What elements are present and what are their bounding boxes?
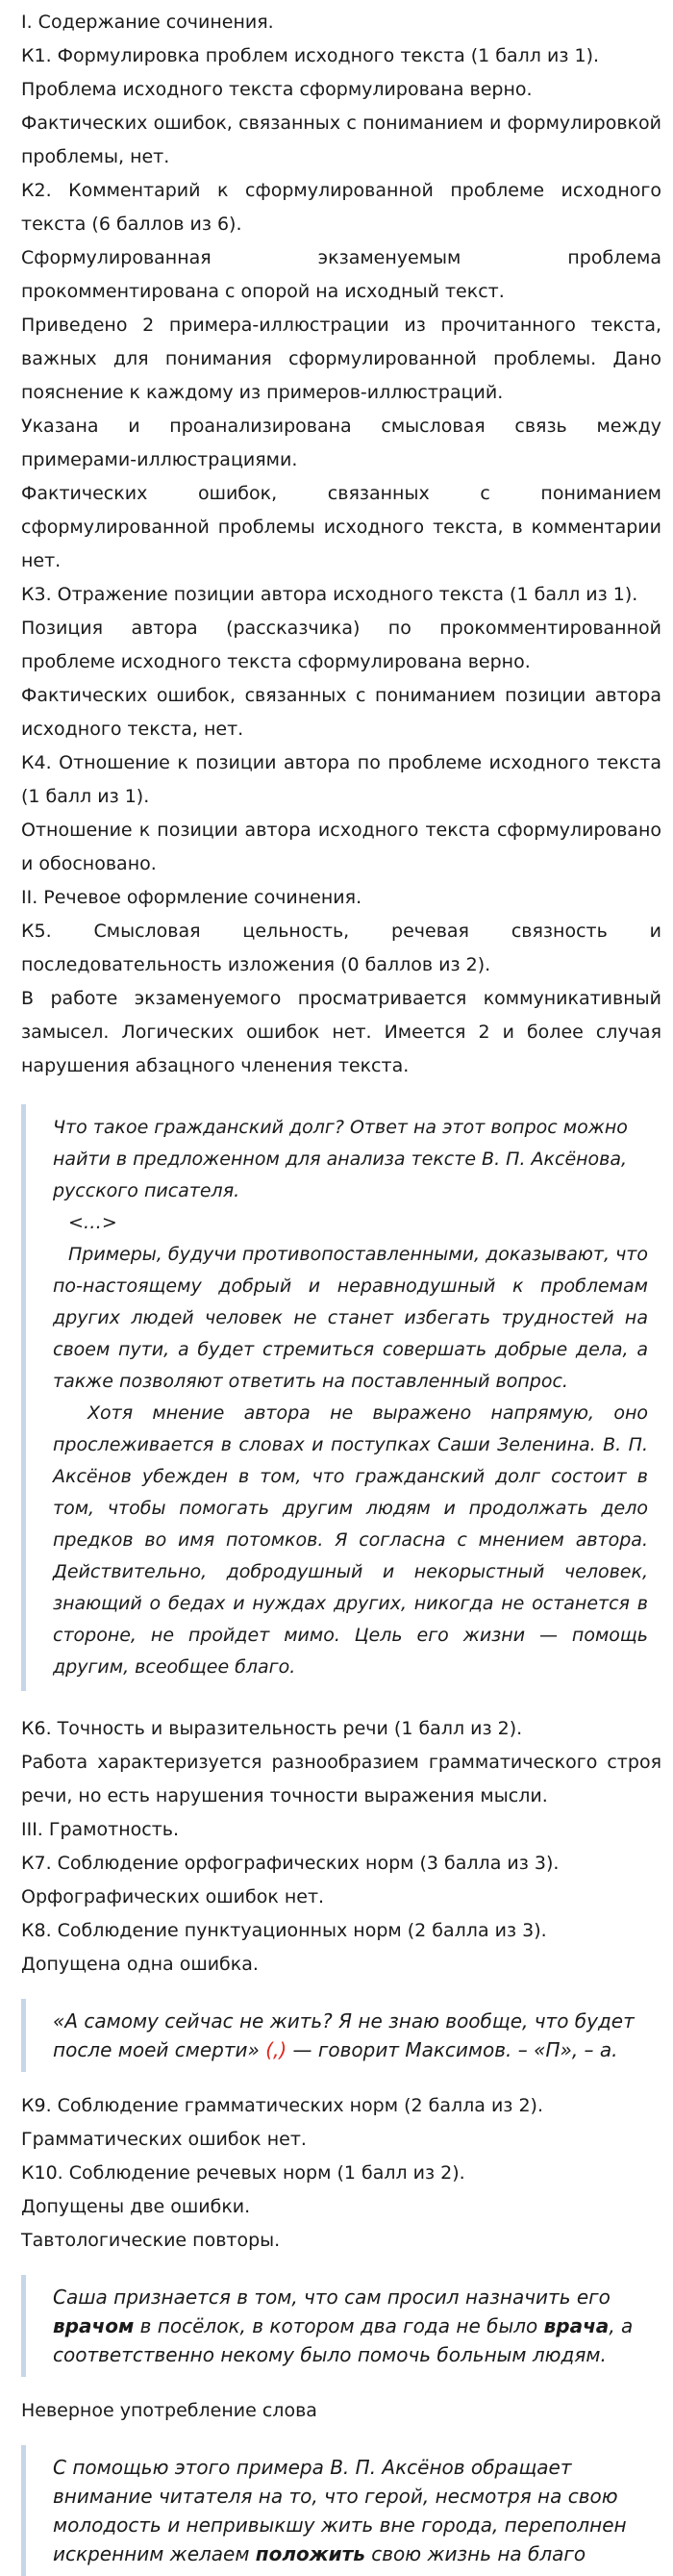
- punctuation-error-quote: [21, 1999, 661, 2072]
- paragraph: К9. Соблюдение грамматических норм (2 балла из 2).: [21, 2095, 543, 2116]
- quote-text-before: «А самому сейчас не жить? Я не знаю вообще, что будет после моей смерти»: [53, 2009, 635, 2061]
- paragraph: III. Грамотность.: [21, 1819, 180, 1840]
- paragraph: Проблема исходного текста сформулирована верно.: [21, 79, 533, 100]
- paragraph: К5. Смысловая цельность, речевая связность и последовательность изложения (0 баллов из 2).: [21, 921, 661, 975]
- quote-fragment: , а соответственно некому было помочь больным людям.: [53, 2314, 634, 2366]
- quote-paragraph: Хотя мнение автора не выражено напрямую, оно прослеживается в словах и поступках Саши Зеленина. В. П. Аксёнов убежден в том, что гражданский долг состоит в том, чтобы помогать другим людям и продолжать дело предков во имя потомков. Я согласна с мнением автора. Действительно, добродушный и некорыстный человек, знающий о бедах и нуждах других, никогда не останется в стороне, не пройдет мимо. Цель его жизни — помощь другим, всеобщее благо.: [53, 1402, 648, 1678]
- paragraph: Приведено 2 примера-иллюстрации из прочитанного текста, важных для понимания сформулированной проблемы. Дано пояснение к каждому из примеров-иллюстраций.: [21, 315, 661, 403]
- paragraph: К3. Отражение позиции автора исходного текста (1 балл из 1).: [21, 584, 638, 605]
- paragraph: Указана и проанализирована смысловая связь между примерами-иллюстрациями.: [21, 416, 661, 470]
- essay-quote-excerpt: [21, 1104, 661, 1691]
- paragraph: В работе экзаменуемого просматривается коммуникативный замысел. Логических ошибок нет. Имеется 2 и более случая нарушения абзацного членения текста.: [21, 988, 661, 1076]
- paragraph: Допущена одна ошибка.: [21, 1954, 259, 1975]
- paragraph: Тавтологические повторы.: [21, 2230, 281, 2251]
- paragraph: К10. Соблюдение речевых норм (1 балл из 2).: [21, 2162, 465, 2184]
- paragraph: К7. Соблюдение орфографических норм (3 балла из 3).: [21, 1853, 560, 1874]
- wrong-word-usage-quote: [21, 2445, 661, 2576]
- paragraph: Допущены две ошибки.: [21, 2196, 251, 2217]
- quote-text: [53, 2283, 648, 2369]
- quote-text-after: — говорит Максимов. – «П», – а.: [292, 2038, 618, 2061]
- highlighted-word: врача: [543, 2314, 610, 2337]
- paragraph: Неверное употребление слова: [21, 2400, 317, 2421]
- quote-text: [53, 2007, 648, 2064]
- quote-fragment: Саша признается в том, что сам просил назначить его: [53, 2286, 611, 2309]
- error-mark: (,): [265, 2038, 287, 2061]
- paragraph: Позиция автора (рассказчика) по прокомментированной проблеме исходного текста сформулирована верно.: [21, 618, 661, 672]
- paragraph: II. Речевое оформление сочинения.: [21, 887, 362, 908]
- paragraph: К1. Формулировка проблем исходного текста (1 балл из 1).: [21, 45, 600, 66]
- quote-fragment: свою жизнь на благо: [371, 2542, 586, 2565]
- paragraph: К4. Отношение к позиции автора по проблеме исходного текста (1 балл из 1).: [21, 752, 661, 807]
- quote-text: [53, 2453, 648, 2568]
- quote-ellipsis: <…>: [68, 1212, 117, 1233]
- paragraph: Фактических ошибок, связанных с пониманием позиции автора исходного текста, нет.: [21, 685, 661, 740]
- paragraph: К2. Комментарий к сформулированной проблеме исходного текста (6 баллов из 6).: [21, 180, 661, 235]
- highlighted-word: положить: [255, 2542, 365, 2565]
- paragraph: Фактических ошибок, связанных с пониманием сформулированной проблемы исходного текста, в комментарии нет.: [21, 483, 661, 571]
- paragraph: К8. Соблюдение пунктуационных норм (2 балла из 3).: [21, 1920, 547, 1941]
- paragraph: Грамматических ошибок нет.: [21, 2129, 307, 2150]
- quote-fragment: в посёлок, в котором два года не было: [139, 2314, 538, 2337]
- paragraph: Отношение к позиции автора исходного текста сформулировано и обосновано.: [21, 820, 661, 874]
- section-grammar-speech-norms: [21, 2089, 661, 2258]
- highlighted-word: врачом: [53, 2314, 135, 2337]
- section-speech-literacy: [21, 1712, 661, 1982]
- paragraph: Орфографических ошибок нет.: [21, 1886, 325, 1907]
- quote-paragraph: Примеры, будучи противопоставленными, доказывают, что по-настоящему добрый и неравнодушный к проблемам других людей человек не станет избегать трудностей на своем пути, а будет стремиться совершать добрые дела, а также позволяют ответить на поставленный вопрос.: [53, 1244, 648, 1392]
- paragraph: Сформулированная экзаменуемым проблема прокомментирована с опорой на исходный текст.: [21, 247, 661, 302]
- paragraph: Фактических ошибок, связанных с пониманием и формулировкой проблемы, нет.: [21, 113, 661, 167]
- paragraph: Работа характеризуется разнообразием грамматического строя речи, но есть нарушения точности выражения мысли.: [21, 1752, 661, 1806]
- quote-intro: Что такое гражданский долг? Ответ на этот вопрос можно найти в предложенном для анализа тексте В. П. Аксёнова, русского писателя.: [53, 1117, 628, 1201]
- quote-fragment: С помощью этого примера В. П. Аксёнов обращает внимание читателя на то, что герой, несмотря на свою молодость и непривыкшу жить вне города, переполнен искренним желаем: [53, 2456, 627, 2565]
- paragraph: К6. Точность и выразительность речи (1 балл из 2).: [21, 1718, 523, 1739]
- paragraph: I. Содержание сочинения.: [21, 12, 274, 33]
- section-content-criteria: [21, 6, 661, 1083]
- tautology-quote: [21, 2275, 661, 2377]
